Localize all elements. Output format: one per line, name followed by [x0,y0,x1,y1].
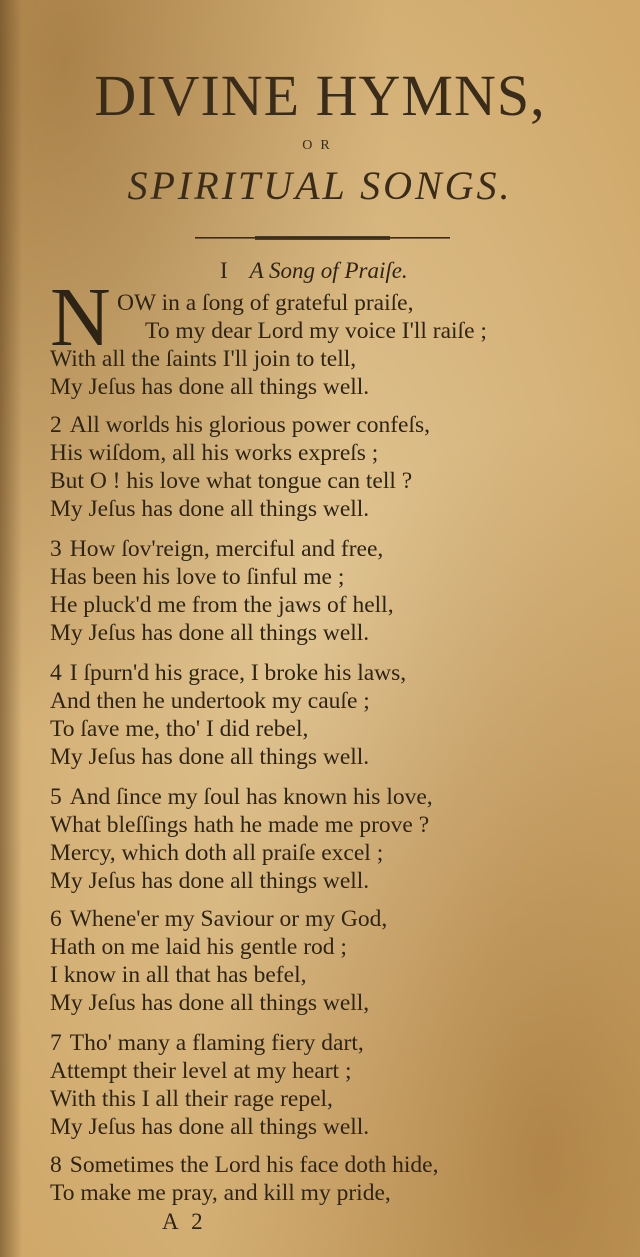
verse-line: Attempt their level at my heart ; [50,1058,352,1084]
verse-line: My Jeſus has done all things well. [50,868,370,894]
verse-line: But O ! his love what tongue can tell ? [50,468,413,494]
stanza-number: 7 [50,1030,62,1056]
verse-line: My Jeſus has done all things well. [50,1114,370,1140]
stanza-line [50,535,383,563]
stanza-number: 8 [50,1152,62,1178]
stanza-number: 3 [50,536,62,562]
verse-line: And ſince my ſoul has known his love, [69,784,433,810]
verse-line: Has been his love to ſinful me ; [50,564,345,590]
verse-line: My Jeſus has done all things well. [50,374,370,400]
stanza-number: 2 [50,412,62,438]
book-title: DIVINE HYMNS, [94,63,546,128]
verse-line: My Jeſus has done all things well, [50,990,370,1016]
verse-line: With this I all their rage repel, [50,1086,333,1112]
title-conjunction: OR [302,138,338,153]
verse-line: I ſpurn'd his grace, I broke his laws, [69,660,407,686]
stanza-line [50,411,430,439]
verse-line: Hath on me laid his gentle rod ; [50,934,347,960]
verse-line: Whene'er my Saviour or my God, [69,906,388,932]
stanza-line [50,659,406,687]
verse-line: His wiſdom, all his works expreſs ; [50,440,379,466]
stanza-line [50,783,433,811]
stanza-number: 6 [50,906,62,932]
signature-mark: A 2 [162,1209,207,1234]
verse-line: Tho' many a flaming fiery dart, [69,1030,364,1056]
stanza-line [50,1029,364,1057]
verse-line: How ſov'reign, merciful and free, [69,536,384,562]
verse-line: What bleſſings hath he made me prove ? [50,812,430,838]
verse-line: My Jeſus has done all things well. [50,496,370,522]
verse-line: OW in a ſong of grateful praiſe, [117,290,414,316]
stanza-line [50,1151,439,1179]
verse-line: Mercy, which doth all praiſe excel ; [50,840,384,866]
verse-line: To make me pray, and kill my pride, [50,1180,391,1206]
hymn-heading [220,258,408,284]
verse-line: And then he undertook my cauſe ; [50,688,370,714]
verse-line: My Jeſus has done all things well. [50,620,370,646]
drop-cap: N [50,271,111,364]
verse-line: All worlds his glorious power confeſs, [69,412,431,438]
verse-line: With all the ſaints I'll join to tell, [50,346,357,372]
stanza-line [50,905,387,933]
book-subtitle: SPIRITUAL SONGS. [127,163,513,208]
hymn-name: A Song of Praiſe. [249,258,408,283]
stanza-number: 4 [50,660,62,686]
verse-line: My Jeſus has done all things well. [50,744,370,770]
verse-line: Sometimes the Lord his face doth hide, [69,1152,439,1178]
hymn-number: I [220,258,228,283]
ornamental-rule [195,236,450,241]
stanza-number: 5 [50,784,62,810]
verse-line: I know in all that has befel, [50,962,307,988]
verse-line: To ſave me, tho' I did rebel, [50,716,309,742]
verse-line: He pluck'd me from the jaws of hell, [50,592,394,618]
verse-line: To my dear Lord my voice I'll raiſe ; [145,318,487,344]
